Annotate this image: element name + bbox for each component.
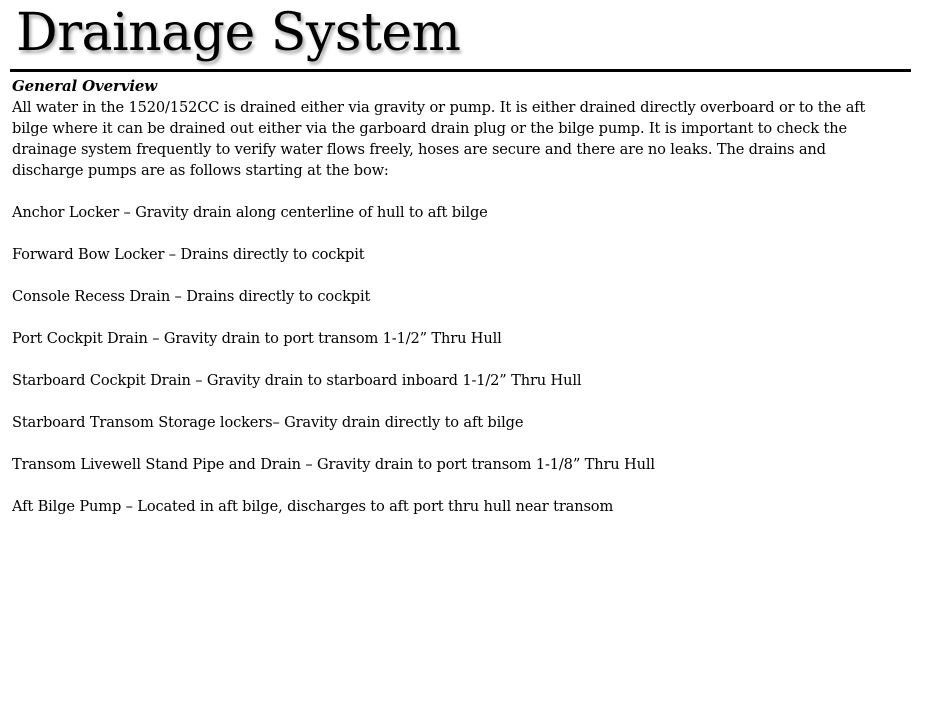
drain-item-starboard-cockpit: Starboard Cockpit Drain – Gravity drain to starboard inboard 1-1/2” Thru Hull bbox=[12, 372, 582, 389]
content-body bbox=[12, 76, 897, 538]
drain-list bbox=[12, 202, 897, 517]
drain-item-transom-livewell: Transom Livewell Stand Pipe and Drain – Gravity drain to port transom 1-1/8” Thru Hull bbox=[12, 456, 655, 473]
drain-item-aft-bilge-pump: Aft Bilge Pump – Located in aft bilge, discharges to aft port thru hull near transom bbox=[12, 498, 614, 515]
drain-item-port-cockpit: Port Cockpit Drain – Gravity drain to port transom 1-1/2” Thru Hull bbox=[12, 330, 502, 347]
drain-item-console-recess: Console Recess Drain – Drains directly to cockpit bbox=[12, 288, 371, 305]
page-title: Drainage System bbox=[16, 3, 461, 63]
drain-item-starboard-transom-storage: Starboard Transom Storage lockers– Gravity drain directly to aft bilge bbox=[12, 414, 524, 431]
intro-paragraph: All water in the 1520/152CC is drained either via gravity or pump. It is either drained directly overboard or to the aft bilge where it can be drained out either via the garboard drain plug or the bilge pump. It is important to check the drainage system frequently to verify water flows freely, hoses are secure and there are no leaks. The drains and discharge pumps are as follows starting at the bow: bbox=[12, 99, 866, 179]
title-divider bbox=[10, 69, 911, 72]
drain-item-anchor-locker: Anchor Locker – Gravity drain along centerline of hull to aft bilge bbox=[12, 204, 488, 221]
section-heading: General Overview bbox=[12, 77, 158, 95]
drain-item-forward-bow-locker: Forward Bow Locker – Drains directly to cockpit bbox=[12, 246, 365, 263]
